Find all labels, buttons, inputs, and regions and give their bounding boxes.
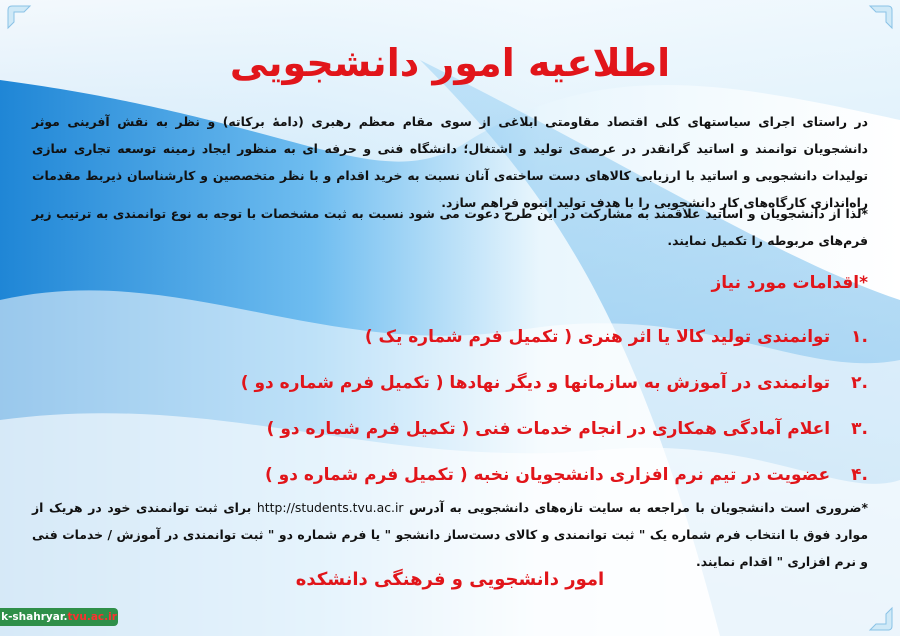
list-item xyxy=(22,452,868,498)
list-item-number: .۴ xyxy=(851,465,868,485)
intro-paragraph: در راستای اجرای سیاستهای کلی اقتصاد مقاومتی ابلاغی از سوی مقام معظم رهبری (دامهٔ برکاته) و نظر به نقش آفرینی موثر دانشجویان توانمند و اساتید گرانقدر در عرصه‌ی تولید و اشتغال؛ دانشگاه فنی و حرفه ای به منظور ایجاد زمینه توسعه تجاری سازی تولیدات دانشجویی و اساتید با ارزیابی کالاهای دست ساخته‌ی آنان نسبت به خرید اقدام و با نظر متخصصین و کارشناسان ذیربط مقدمات راه‌اندازی کارگاه‌های کار دانشجویی را با هدف تولید انبوه فراهم سازد. xyxy=(32,114,868,210)
site-watermark-domain: tvu.ac.ir xyxy=(67,611,117,623)
list-item-number: .۳ xyxy=(851,419,868,439)
list-item-text: توانمندی در آموزش به سازمانها و دیگر نهادها ( تکمیل فرم شماره دو ) xyxy=(240,373,831,393)
list-item-number: .۲ xyxy=(851,373,868,393)
list-item xyxy=(22,360,868,406)
site-watermark xyxy=(0,608,118,626)
students-site-link[interactable]: http://students.tvu.ac.ir xyxy=(256,500,404,515)
note-text-after-url: برای ثبت توانمندی خود در هریک از موارد فوق با انتخاب فرم شماره یک " ثبت توانمندی و کالای دست‌ساز دانشجو " یا فرم شماره دو " ثبت توانمندی در آموزش / خدمات فنی و نرم افزاری " اقدام نمایند. xyxy=(32,500,868,569)
note-text-before-url: *ضروری است دانشجویان با مراجعه به سایت تازه‌های دانشجویی به آدرس xyxy=(409,500,868,515)
requirements-heading: *اقدامات مورد نیاز xyxy=(711,273,868,293)
list-item-number: .۱ xyxy=(851,327,868,347)
requirements-list xyxy=(22,314,868,498)
list-item-text: اعلام آمادگی همکاری در انجام خدمات فنی ( تکمیل فرم شماره دو ) xyxy=(266,419,831,439)
registration-note xyxy=(32,494,868,575)
list-item xyxy=(22,406,868,452)
list-item-text: توانمندی تولید کالا یا اثر هنری ( تکمیل فرم شماره یک ) xyxy=(364,327,831,347)
page-title: اطلاعیه امور دانشجویی xyxy=(229,41,671,85)
invitation-paragraph: *لذا از دانشجویان و اساتید علاقمند به مشارکت در این طرح دعوت می شود نسبت به ثبت مشخصات با توجه به نوع توانمندی به ترتیب زیر فرم‌های مربوطه را تکمیل نمایند. xyxy=(32,206,868,248)
announcement-content xyxy=(22,0,878,636)
site-watermark-prefix: k-shahryar. xyxy=(1,611,68,623)
footer-signature: امور دانشجویی و فرهنگی دانشکده xyxy=(295,569,605,590)
list-item xyxy=(22,314,868,360)
list-item-text: عضویت در تیم نرم افزاری دانشجویان نخبه ( تکمیل فرم شماره دو ) xyxy=(264,465,831,485)
